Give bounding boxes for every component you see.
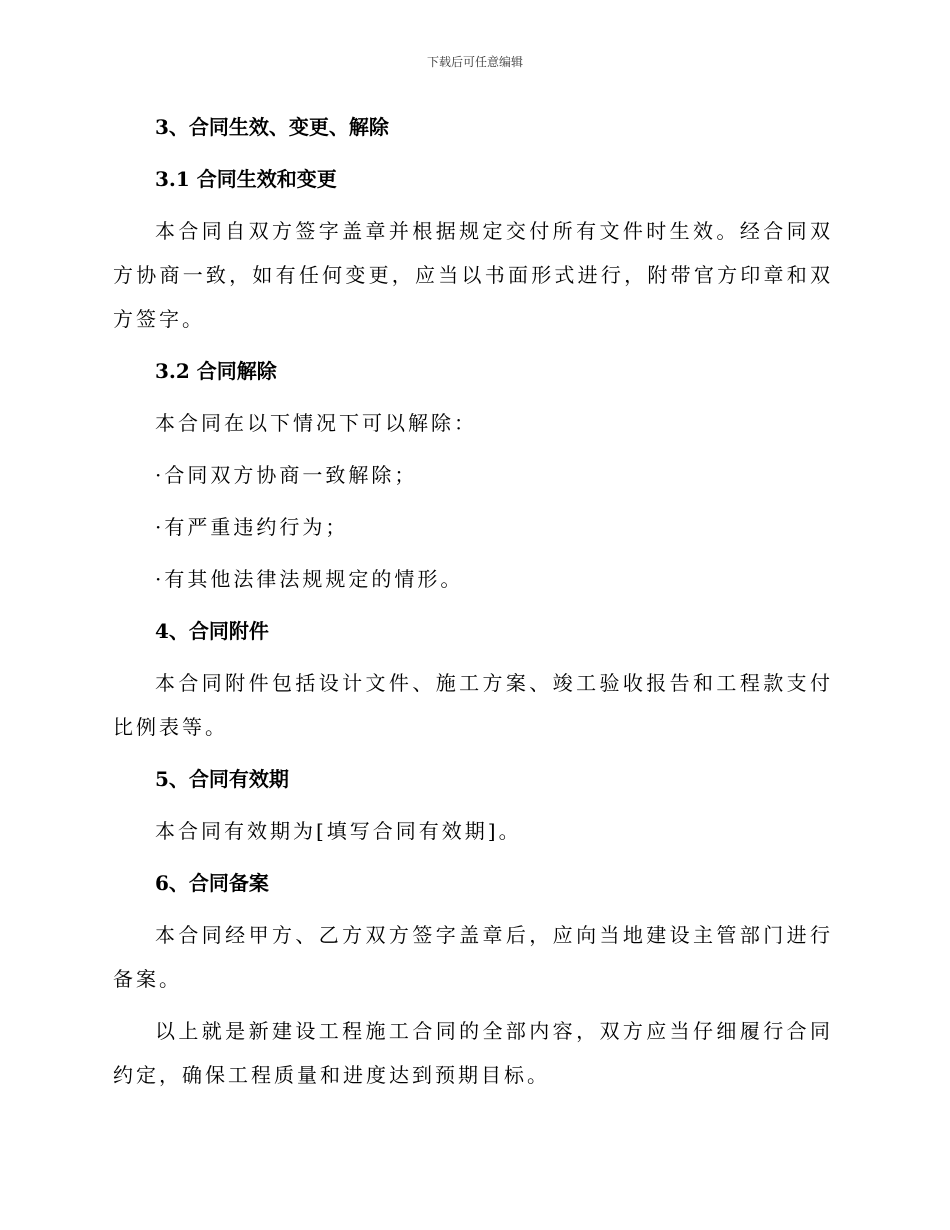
section-3-heading: 3、合同生效、变更、解除 xyxy=(155,115,389,139)
section-3-1-paragraph: 本合同自双方签字盖章并根据规定交付所有文件时生效。经合同双方协商一致，如有任何变更，应当以书面形式进行，附带官方印章和双方签字。 xyxy=(113,219,833,331)
section-5-paragraph: 本合同有效期为[填写合同有效期]。 xyxy=(155,819,522,843)
section-5-heading: 5、合同有效期 xyxy=(155,767,289,791)
termination-item: ·有严重违约行为； xyxy=(155,515,349,539)
section-3-1-heading: 3.1 合同生效和变更 xyxy=(155,167,337,191)
page-header: 下载后可任意编辑 xyxy=(426,55,523,69)
section-6-paragraph: 本合同经甲方、乙方双方签字盖章后，应向当地建设主管部门进行备案。 xyxy=(113,923,833,991)
closing-paragraph: 以上就是新建设工程施工合同的全部内容，双方应当仔细履行合同约定，确保工程质量和进度达到预期目标。 xyxy=(113,1019,833,1087)
section-3-2-intro: 本合同在以下情况下可以解除： xyxy=(155,411,477,435)
termination-item: ·合同双方协商一致解除； xyxy=(155,463,418,487)
termination-item: ·有其他法律法规规定的情形。 xyxy=(155,567,464,591)
section-4-paragraph: 本合同附件包括设计文件、施工方案、竣工验收报告和工程款支付比例表等。 xyxy=(113,671,833,739)
document-body xyxy=(113,112,833,1112)
section-6-heading: 6、合同备案 xyxy=(155,871,269,895)
section-4-heading: 4、合同附件 xyxy=(155,619,269,643)
section-3-2-heading: 3.2 合同解除 xyxy=(155,359,277,383)
